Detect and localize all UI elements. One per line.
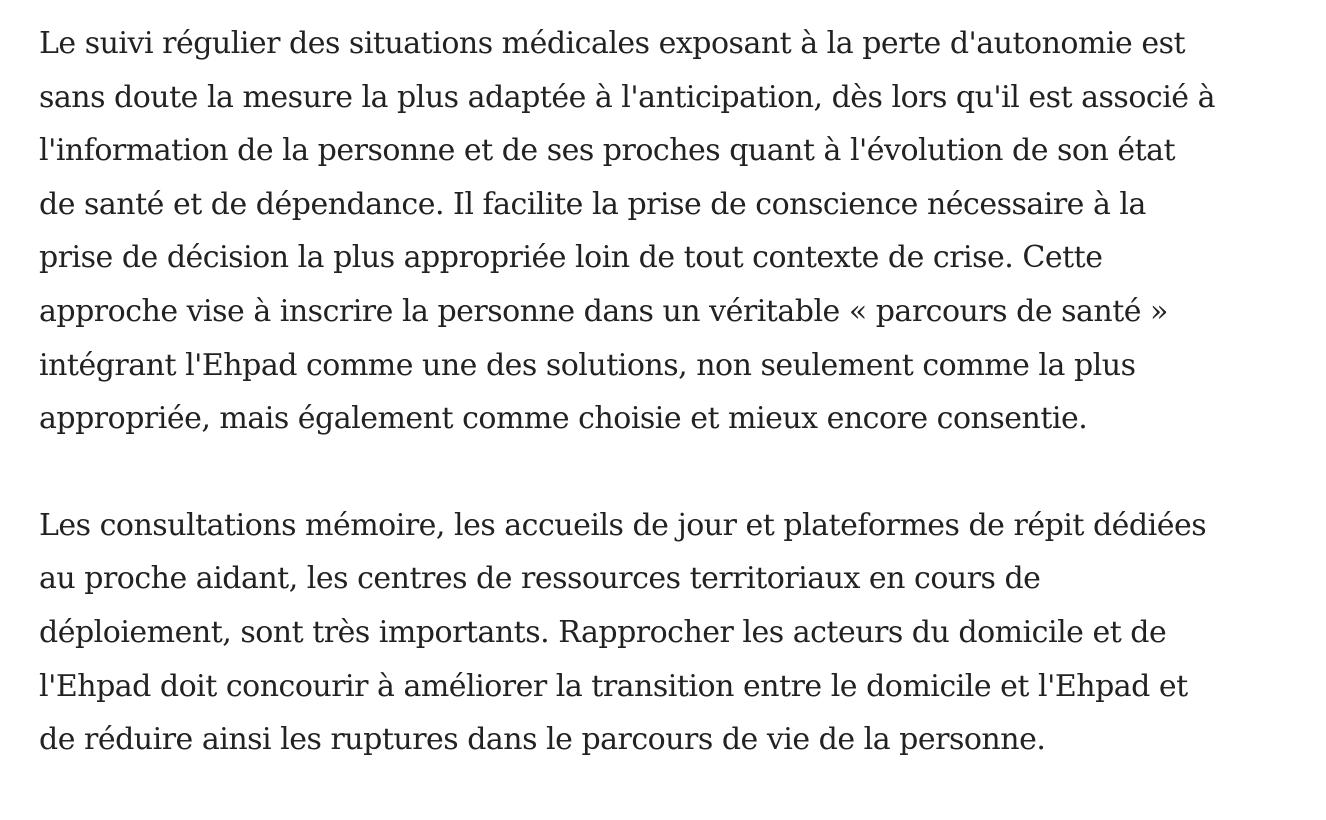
- article-body: [39, 17, 1319, 820]
- text-line: l'information de la personne et de ses proches quant à l'évolution de son état: [39, 133, 1176, 169]
- text-line: déploiement, sont très importants. Rapprocher les acteurs du domicile et de: [39, 614, 1167, 650]
- text-line: prise de décision la plus appropriée loin de tout contexte de crise. Cette: [39, 240, 1103, 276]
- text-line: sans doute la mesure la plus adaptée à l'anticipation, dès lors qu'il est associé à: [39, 79, 1215, 115]
- text-line: de réduire ainsi les ruptures dans le parcours de vie de la personne.: [39, 722, 1046, 758]
- text-line: Le suivi régulier des situations médicales exposant à la perte d'autonomie est: [39, 26, 1186, 61]
- text-line: de santé et de dépendance. Il facilite la prise de conscience nécessaire à la: [39, 186, 1146, 222]
- text-line: intégrant l'Ehpad comme une des solutions, non seulement comme la plus: [39, 347, 1136, 383]
- text-line: Les consultations mémoire, les accueils de jour et plateformes de répit dédiées: [39, 507, 1207, 543]
- text-line: au proche aidant, les centres de ressources territoriaux en cours de: [39, 561, 1041, 597]
- text-line: l'Ehpad doit concourir à améliorer la transition entre le domicile et l'Ehpad et: [39, 668, 1188, 704]
- paragraph-1: [39, 17, 1319, 446]
- paragraph-2: [39, 499, 1319, 767]
- text-line: approche vise à inscrire la personne dans un véritable « parcours de santé »: [39, 293, 1168, 329]
- text-line: appropriée, mais également comme choisie et mieux encore consentie.: [39, 401, 1088, 437]
